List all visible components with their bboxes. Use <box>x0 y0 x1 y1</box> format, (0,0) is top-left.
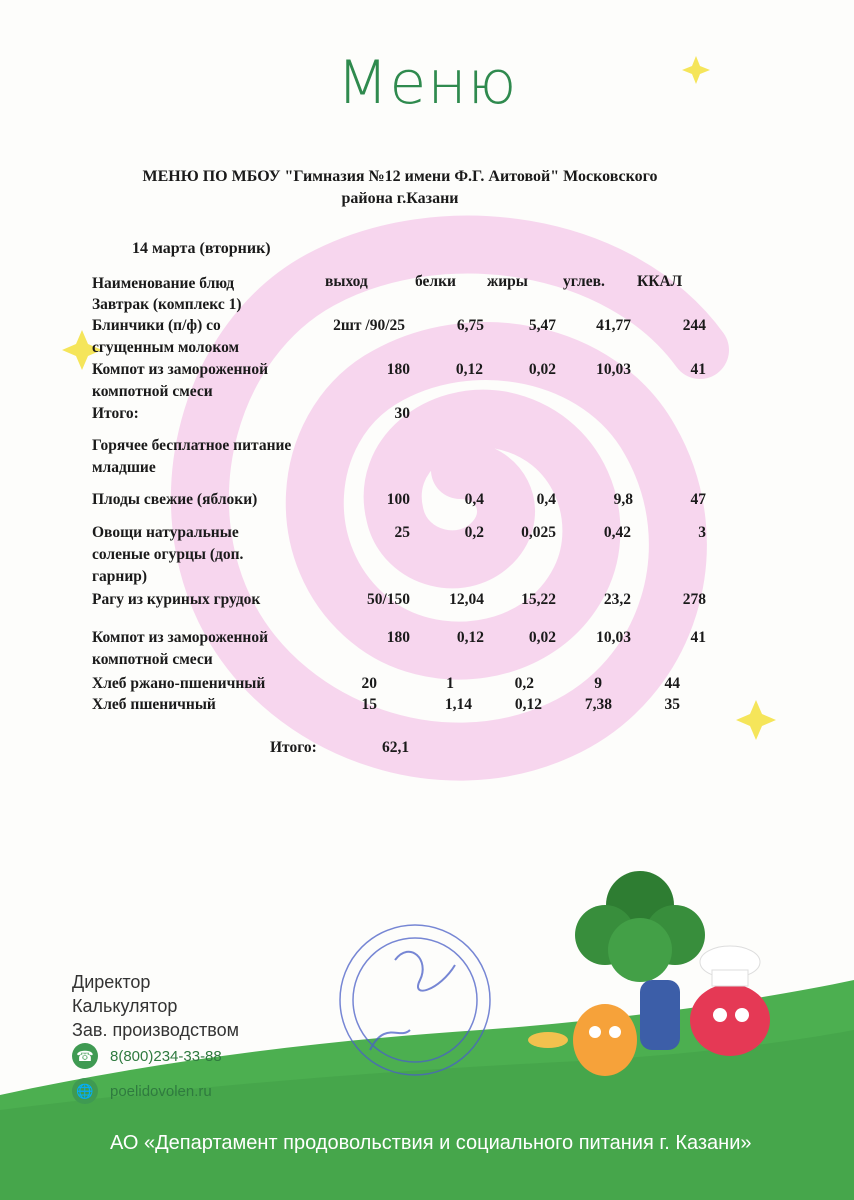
dish-yield: 50/150 <box>366 591 410 608</box>
company-name: АО «Департамент продовольствия и социального питания г. Казани» <box>110 1132 752 1154</box>
phone-contact[interactable] <box>72 1043 222 1069</box>
col-header-name: Наименование блюд <box>92 275 235 292</box>
dish-kcal: 35 <box>664 696 680 713</box>
dish-yield: 25 <box>394 524 410 541</box>
dish-yield: 180 <box>386 629 410 646</box>
dish-kcal: 41 <box>690 629 706 646</box>
website-link[interactable] <box>72 1078 212 1104</box>
dish-kcal: 3 <box>698 524 706 541</box>
dish-carbs: 9 <box>594 675 602 692</box>
dish-name: Хлеб ржано-пшеничный <box>92 675 266 692</box>
dish-name-cont: компотной смеси <box>92 383 213 400</box>
dish-name-cont: сгущенным молоком <box>92 339 240 356</box>
dish-carbs: 10,03 <box>596 629 631 646</box>
dish-fat: 0,2 <box>514 675 534 692</box>
dish-protein: 0,12 <box>455 361 483 378</box>
dish-fat: 5,47 <box>528 317 556 334</box>
dish-carbs: 7,38 <box>584 696 612 713</box>
dish-kcal: 44 <box>664 675 680 692</box>
dish-carbs: 10,03 <box>596 361 631 378</box>
total-label: Итого: <box>92 405 139 422</box>
dish-yield: 15 <box>361 696 377 713</box>
dish-fat: 0,02 <box>528 629 556 646</box>
breakfast-label: Завтрак (комплекс 1) <box>92 296 242 313</box>
dish-carbs: 0,42 <box>603 524 631 541</box>
director-label: Директор <box>72 972 151 992</box>
dish-yield: 180 <box>386 361 410 378</box>
page-title: Меню <box>336 48 518 118</box>
dish-name-cont: компотной смеси <box>92 651 213 668</box>
col-header-carbs: углев. <box>563 273 605 290</box>
dish-name-cont: гарнир) <box>92 568 148 585</box>
col-header-yield: выход <box>325 273 368 290</box>
dish-carbs: 41,77 <box>596 317 631 334</box>
dish-name: Овощи натуральные <box>92 524 239 541</box>
dish-protein: 12,04 <box>449 591 484 608</box>
dish-kcal: 47 <box>690 491 706 508</box>
heading-line-1: МЕНЮ ПО МБОУ "Гимназия №12 имени Ф.Г. Аитовой" Московского <box>142 168 658 185</box>
dish-carbs: 9,8 <box>613 491 633 508</box>
calculator-label: Калькулятор <box>72 996 178 1016</box>
col-header-fat: жиры <box>487 273 528 290</box>
head-of-production-label: Зав. производством <box>72 1020 239 1040</box>
dish-fat: 0,02 <box>528 361 556 378</box>
dish-name: Хлеб пшеничный <box>92 696 216 713</box>
dish-name-cont: соленые огурцы (доп. <box>92 546 244 563</box>
dish-name: Плоды свежие (яблоки) <box>92 491 258 508</box>
dish-protein: 6,75 <box>456 317 484 334</box>
dish-name: Рагу из куриных грудок <box>92 591 261 608</box>
website-url: poelidovolen.ru <box>110 1082 212 1100</box>
dish-name: Блинчики (п/ф) со <box>92 317 221 334</box>
heading-line-2: района г.Казани <box>341 190 459 207</box>
dish-yield: 2шт /90/25 <box>333 317 405 334</box>
menu-heading <box>100 166 700 210</box>
total-value: 30 <box>394 405 410 422</box>
dish-kcal: 278 <box>682 591 706 608</box>
dish-carbs: 23,2 <box>603 591 631 608</box>
dish-fat: 0,025 <box>521 524 556 541</box>
globe-icon: 🌐 <box>72 1078 98 1104</box>
dish-protein: 1 <box>446 675 454 692</box>
col-header-kcal: ККАЛ <box>637 273 683 290</box>
dish-name: Компот из замороженной <box>92 629 269 646</box>
phone-icon: ☎ <box>72 1043 98 1069</box>
signatures-block <box>72 970 239 1042</box>
dish-protein: 0,12 <box>456 629 484 646</box>
dish-fat: 0,12 <box>514 696 542 713</box>
col-header-protein: белки <box>415 273 456 290</box>
dish-fat: 15,22 <box>521 591 556 608</box>
hot-meal-label: Горячее бесплатное питание <box>92 437 292 454</box>
dish-yield: 20 <box>361 675 377 692</box>
dish-kcal: 41 <box>690 361 706 378</box>
dish-protein: 0,4 <box>464 491 484 508</box>
total-label: Итого: <box>270 739 317 756</box>
dish-name: Компот из замороженной <box>92 361 269 378</box>
dish-protein: 0,2 <box>464 524 484 541</box>
dish-protein: 1,14 <box>444 696 472 713</box>
menu-date: 14 марта (вторник) <box>132 240 271 257</box>
dish-fat: 0,4 <box>536 491 556 508</box>
dish-yield: 100 <box>386 491 410 508</box>
hot-meal-label-cont: младшие <box>92 459 156 476</box>
phone-number: 8(800)234-33-88 <box>110 1047 222 1065</box>
total-value: 62,1 <box>382 739 410 756</box>
dish-kcal: 244 <box>682 317 706 334</box>
